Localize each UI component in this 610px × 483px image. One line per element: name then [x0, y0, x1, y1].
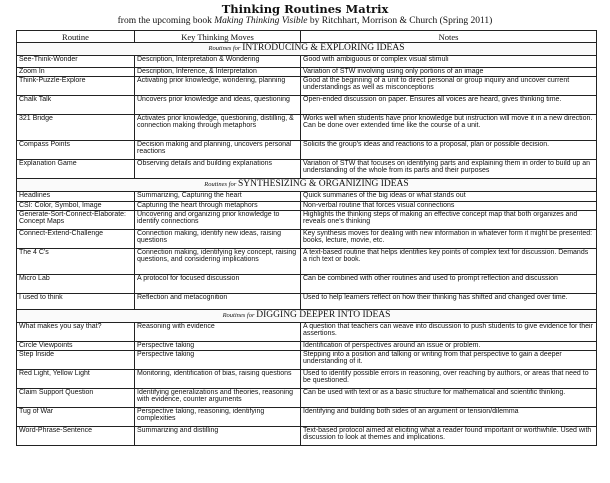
table-row [17, 77, 597, 96]
page-subtitle [0, 16, 610, 27]
table-row [17, 323, 597, 342]
key-thinking-moves-cell: Description, Inference, & Interpretation [135, 68, 301, 77]
key-thinking-moves-cell: Capturing the heart through metaphors [135, 202, 301, 211]
routine-cell: Chalk Talk [17, 96, 135, 115]
notes-cell: Quick summaries of the big ideas or what stands out [301, 192, 597, 202]
notes-cell: Used to help learners reflect on how their thinking has shifted and changed over time. [301, 294, 597, 310]
section-prefix: Routines for [222, 312, 255, 320]
key-thinking-moves-cell: Connection making, identify new ideas, raising questions [135, 230, 301, 249]
key-thinking-moves-cell: Activates prior knowledge, questioning, distilling, & connection making through metaphors [135, 115, 301, 141]
routine-cell: Think-Puzzle-Explore [17, 77, 135, 96]
key-thinking-moves-cell: Reflection and metacognition [135, 294, 301, 310]
header-row [17, 31, 597, 43]
section-header-row [17, 310, 597, 323]
notes-cell: Can be combined with other routines and used to prompt reflection and discussion [301, 275, 597, 294]
notes-cell: Key synthesis moves for dealing with new information in whatever form it might be presented: books, lecture, movie, etc. [301, 230, 597, 249]
section-prefix: Routines for [204, 181, 237, 189]
table-row [17, 275, 597, 294]
routine-cell: Generate-Sort-Connect-Elaborate: Concept Maps [17, 211, 135, 230]
table-row [17, 294, 597, 310]
table-row [17, 68, 597, 77]
notes-cell: Can be used with text or as a basic structure for mathematical and scientific thinking. [301, 389, 597, 408]
table-row [17, 230, 597, 249]
notes-cell: Text-based protocol aimed at eliciting what a reader found important or worthwhile. Used with discussion to look at themes and implications. [301, 427, 597, 446]
section-title: DIGGING DEEPER INTO IDEAS [256, 310, 391, 321]
key-thinking-moves-cell: Description, Interpretation & Wondering [135, 56, 301, 68]
routine-cell: Step Inside [17, 351, 135, 370]
section-header-row [17, 43, 597, 56]
key-thinking-moves-cell: A protocol for focused discussion [135, 275, 301, 294]
notes-cell: Stepping into a position and talking or writing from that perspective to gain a deeper understanding of it. [301, 351, 597, 370]
routine-cell: 321 Bridge [17, 115, 135, 141]
notes-cell: Solicits the group's ideas and reactions to a proposal, plan or possible decision. [301, 141, 597, 160]
routine-cell: Micro Lab [17, 275, 135, 294]
table-row [17, 202, 597, 211]
key-thinking-moves-cell: Uncovering and organizing prior knowledge to identify connections [135, 211, 301, 230]
section-header-row [17, 179, 597, 192]
key-thinking-moves-cell: Reasoning with evidence [135, 323, 301, 342]
routine-cell: I used to think [17, 294, 135, 310]
routines-matrix-table [16, 30, 597, 446]
routine-cell: Claim Support Question [17, 389, 135, 408]
table-row [17, 160, 597, 179]
routine-cell: CSI: Color, Symbol, Image [17, 202, 135, 211]
column-header-key-thinking-moves: Key Thinking Moves [135, 31, 301, 43]
notes-cell: Identifying and building both sides of an argument or tension/dilemma [301, 408, 597, 427]
section-header [17, 43, 597, 56]
notes-cell: A text-based routine that helps identifies key points of complex text for discussion. Demands a rich text or book. [301, 249, 597, 275]
key-thinking-moves-cell: Perspective taking [135, 351, 301, 370]
key-thinking-moves-cell: Monitoring, identification of bias, raising questions [135, 370, 301, 389]
table-row [17, 115, 597, 141]
key-thinking-moves-cell: Identifying generalizations and theories, reasoning with evidence, counter arguments [135, 389, 301, 408]
section-prefix: Routines for [208, 45, 241, 53]
notes-cell: Variation of STW that focuses on identifying parts and explaining them in order to build up an understanding of the whole from its parts and their purposes [301, 160, 597, 179]
notes-cell: Variation of STW involving using only portions of an image [301, 68, 597, 77]
table-row [17, 192, 597, 202]
routine-cell: Word-Phrase-Sentence [17, 427, 135, 446]
notes-cell: Used to identify possible errors in reasoning, over reaching by authors, or areas that need to be questioned. [301, 370, 597, 389]
routine-cell: Circle Viewpoints [17, 342, 135, 351]
table-row [17, 211, 597, 230]
routine-cell: The 4 C's [17, 249, 135, 275]
subtitle-book-title: Making Thinking Visible [214, 16, 308, 26]
section-title: INTRODUCING & EXPLORING IDEAS [242, 43, 405, 54]
table-row [17, 351, 597, 370]
subtitle-suffix: by Ritchhart, Morrison & Church (Spring 2011) [307, 16, 493, 26]
routine-cell: Compass Points [17, 141, 135, 160]
notes-cell: Open-ended discussion on paper. Ensures all voices are heard, gives thinking time. [301, 96, 597, 115]
table-row [17, 56, 597, 68]
key-thinking-moves-cell: Observing details and building explanations [135, 160, 301, 179]
routine-cell: Tug of War [17, 408, 135, 427]
page-title: Thinking Routines Matrix [221, 2, 389, 16]
routine-cell: Headlines [17, 192, 135, 202]
key-thinking-moves-cell: Perspective taking, reasoning, identifying complexities [135, 408, 301, 427]
table-row [17, 427, 597, 446]
key-thinking-moves-cell: Connection making, identifying key concept, raising questions, and considering implications [135, 249, 301, 275]
routine-cell: Zoom In [17, 68, 135, 77]
notes-cell: A question that teachers can weave into discussion to push students to give evidence for their assertions. [301, 323, 597, 342]
key-thinking-moves-cell: Uncovers prior knowledge and ideas, questioning [135, 96, 301, 115]
notes-cell: Highlights the thinking steps of making an effective concept map that both organizes and reveals one's thinking [301, 211, 597, 230]
routine-cell: Connect-Extend-Challenge [17, 230, 135, 249]
table-row [17, 141, 597, 160]
section-title: SYNTHESIZING & ORGANIZING IDEAS [237, 179, 409, 190]
routine-cell: Explanation Game [17, 160, 135, 179]
subtitle-prefix: from the upcoming book [117, 16, 215, 26]
table-row [17, 389, 597, 408]
notes-cell: Non-verbal routine that forces visual connections [301, 202, 597, 211]
table-row [17, 96, 597, 115]
notes-cell: Works well when students have prior knowledge but instruction will move it in a new direction. Can be done over extended time like the course of a unit. [301, 115, 597, 141]
table-row [17, 342, 597, 351]
table-row [17, 249, 597, 275]
routine-cell: What makes you say that? [17, 323, 135, 342]
key-thinking-moves-cell: Summarizing and distilling [135, 427, 301, 446]
column-header-routine: Routine [17, 31, 135, 43]
table-row [17, 408, 597, 427]
notes-cell: Good at the beginning of a unit to direct personal or group inquiry and uncover current understandings as well as misconceptions [301, 77, 597, 96]
table-row [17, 370, 597, 389]
notes-cell: Identification of perspectives around an issue or problem. [301, 342, 597, 351]
key-thinking-moves-cell: Summarizing, Capturing the heart [135, 192, 301, 202]
notes-cell: Good with ambiguous or complex visual stimuli [301, 56, 597, 68]
matrix-body [17, 43, 597, 446]
routine-cell: Red Light, Yellow Light [17, 370, 135, 389]
key-thinking-moves-cell: Perspective taking [135, 342, 301, 351]
key-thinking-moves-cell: Decision making and planning, uncovers personal reactions [135, 141, 301, 160]
column-header-notes: Notes [301, 31, 597, 43]
key-thinking-moves-cell: Activating prior knowledge, wondering, planning [135, 77, 301, 96]
routine-cell: See-Think-Wonder [17, 56, 135, 68]
section-header [17, 179, 597, 192]
section-header [17, 310, 597, 323]
